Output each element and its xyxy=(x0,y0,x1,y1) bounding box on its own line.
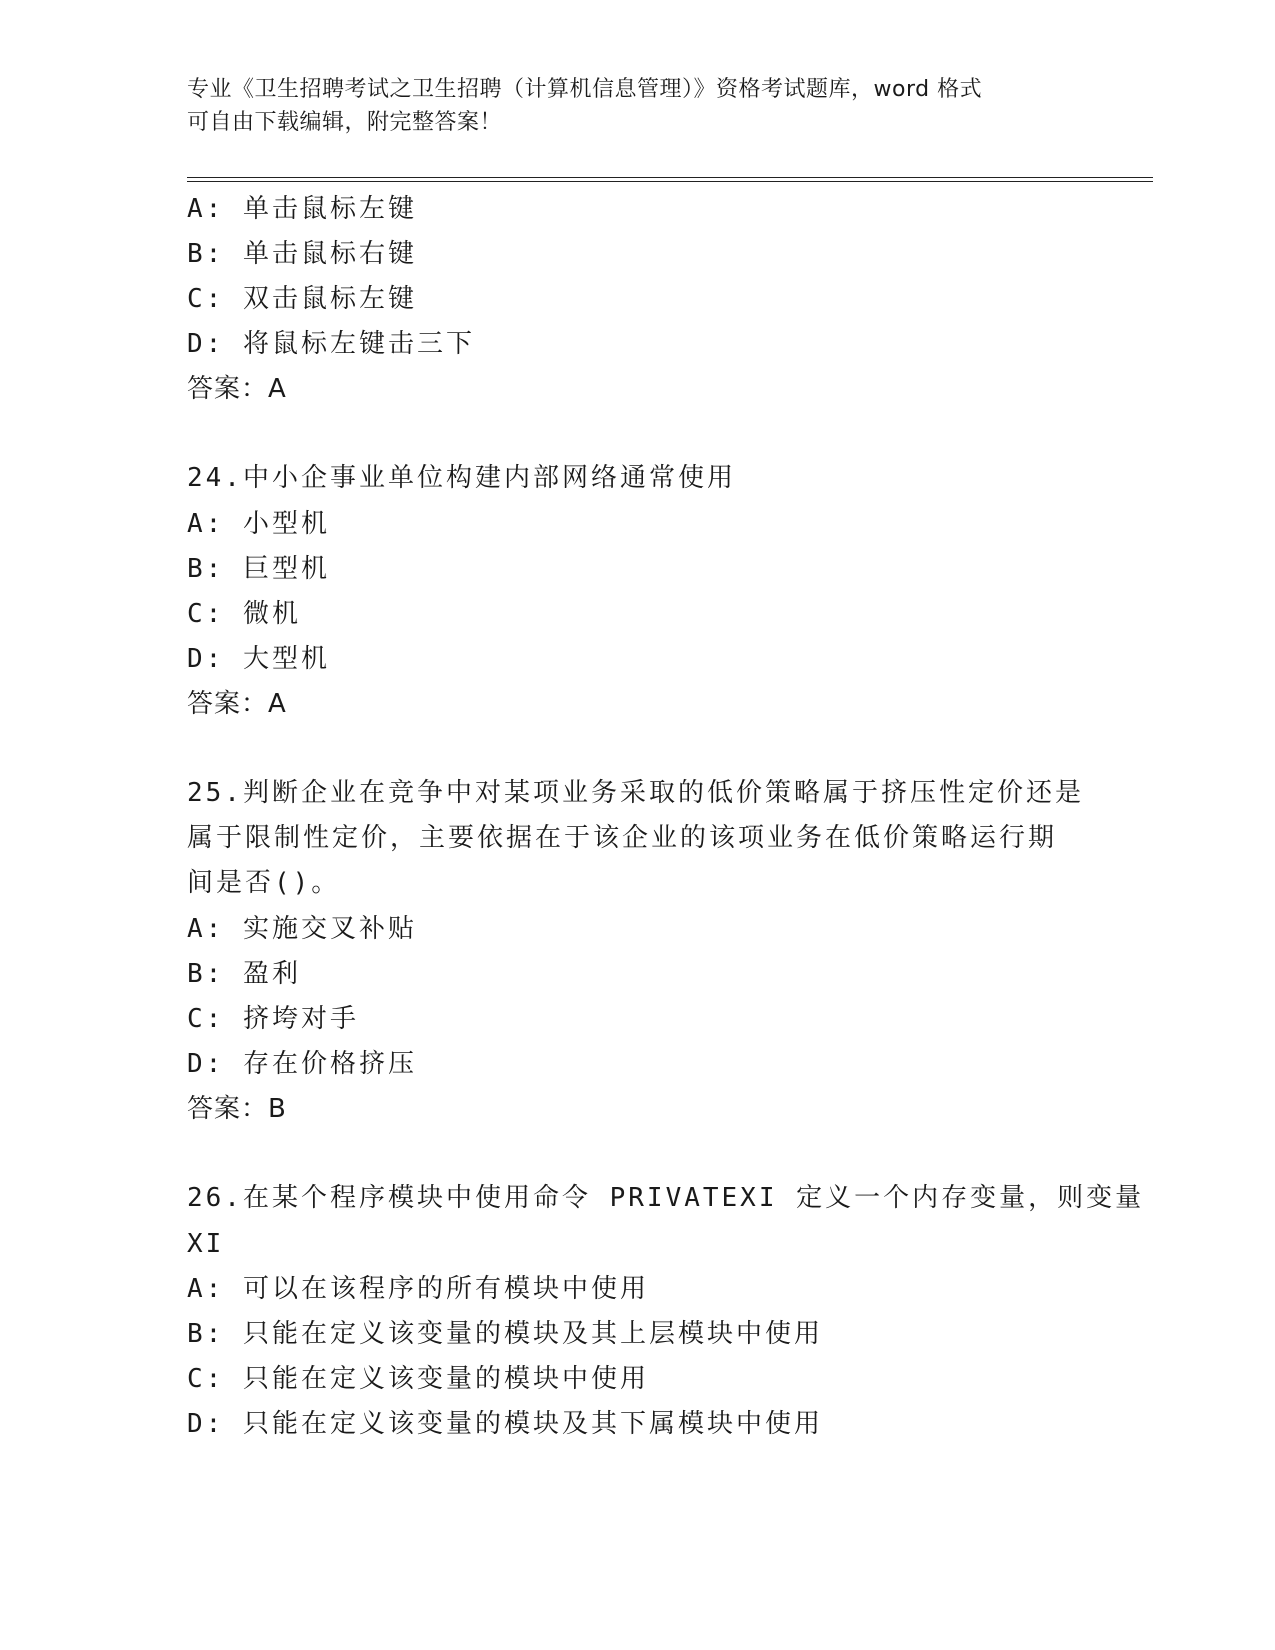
q26-option-d: D: 只能在定义该变量的模块及其下属模块中使用 xyxy=(187,1409,823,1439)
q23-answer: 答案：A xyxy=(187,374,287,404)
q24-option-a: A: 小型机 xyxy=(187,509,330,539)
q25-option-b: B: 盈利 xyxy=(187,959,301,989)
q23-option-a: A: 单击鼠标左键 xyxy=(187,194,417,224)
q26-stem-line-2: XI xyxy=(187,1229,225,1259)
header-divider-bottom xyxy=(187,181,1153,182)
q23-option-d: D: 将鼠标左键击三下 xyxy=(187,329,475,359)
q24-option-c: C: 微机 xyxy=(187,599,301,629)
q25-answer: 答案：B xyxy=(187,1094,287,1124)
header-title-line-1: 专业《卫生招聘考试之卫生招聘（计算机信息管理）》资格考试题库，word 格式 xyxy=(187,77,983,102)
q25-option-c: C: 挤垮对手 xyxy=(187,1004,359,1034)
q25-option-a: A: 实施交叉补贴 xyxy=(187,914,417,944)
q26-option-c: C: 只能在定义该变量的模块中使用 xyxy=(187,1364,649,1394)
q25-stem-line-1: 25.判断企业在竞争中对某项业务采取的低价策略属于挤压性定价还是 xyxy=(187,778,1084,808)
q25-stem-line-2: 属于限制性定价，主要依据在于该企业的该项业务在低价策略运行期 xyxy=(187,823,1058,853)
q24-stem: 24.中小企事业单位构建内部网络通常使用 xyxy=(187,463,736,493)
q25-stem-line-3: 间是否()。 xyxy=(187,868,341,898)
header-title-line-2: 可自由下载编辑，附完整答案！ xyxy=(187,110,503,135)
q26-option-b: B: 只能在定义该变量的模块及其上层模块中使用 xyxy=(187,1319,823,1349)
q24-option-b: B: 巨型机 xyxy=(187,554,330,584)
header-divider-top xyxy=(187,177,1153,178)
q26-stem-line-1: 26.在某个程序模块中使用命令 PRIVATEXI 定义一个内存变量，则变量 xyxy=(187,1183,1145,1213)
document-header xyxy=(187,73,1067,139)
q24-answer: 答案：A xyxy=(187,689,287,719)
q23-option-c: C: 双击鼠标左键 xyxy=(187,284,417,314)
q25-option-d: D: 存在价格挤压 xyxy=(187,1049,417,1079)
q23-option-b: B: 单击鼠标右键 xyxy=(187,239,417,269)
q24-option-d: D: 大型机 xyxy=(187,644,330,674)
q26-option-a: A: 可以在该程序的所有模块中使用 xyxy=(187,1274,649,1304)
